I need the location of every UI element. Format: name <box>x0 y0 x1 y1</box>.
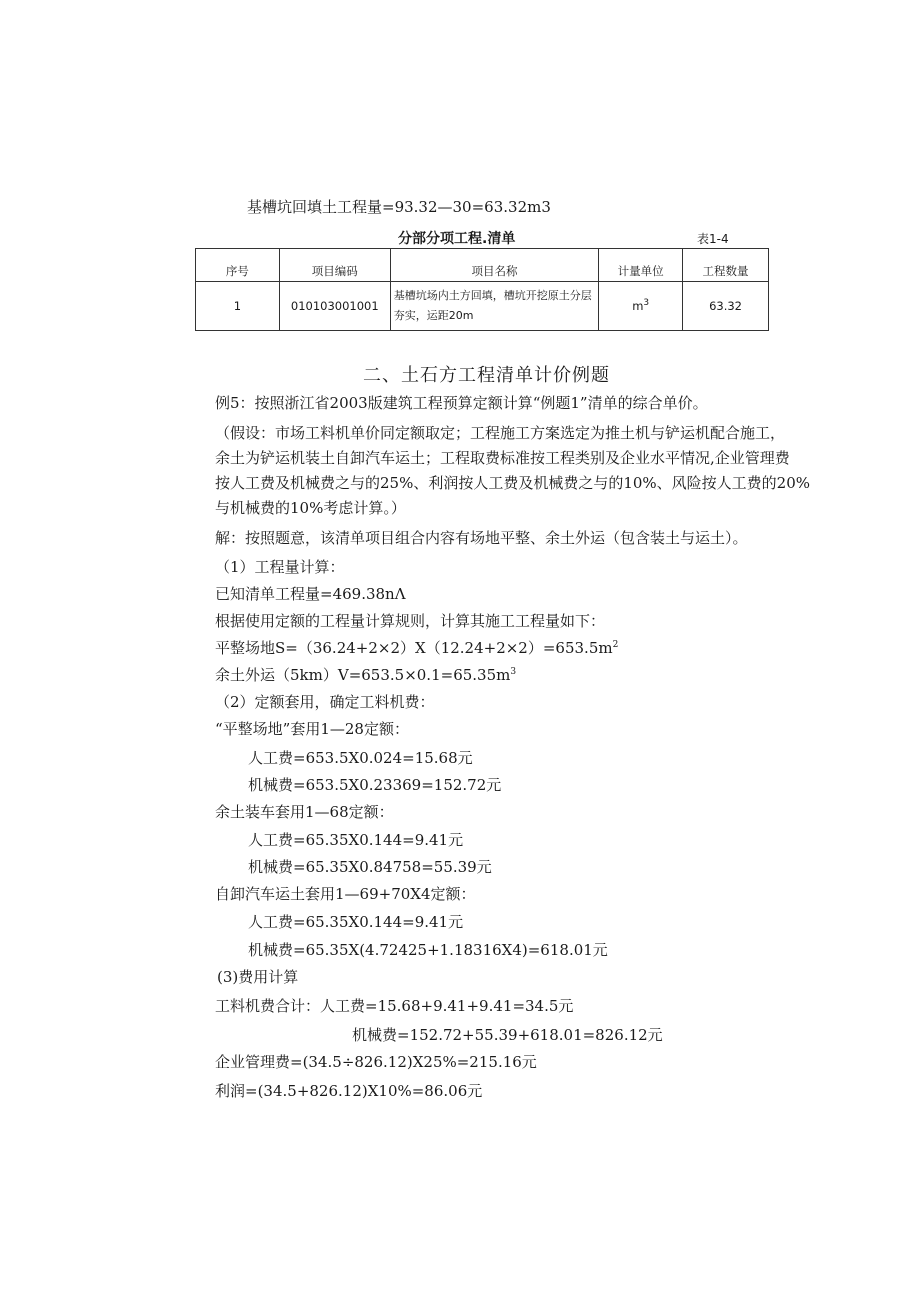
assumption-line-2: 余土为铲运机装土自卸汽车运土；工程取费标准按工程类别及企业水平情况,企业管理费 <box>215 449 790 467</box>
profit-line: 利润=(34.5+826.12)X10%=86.06元 <box>215 1082 483 1100</box>
quota-3-labor: 人工费=65.35X0.144=9.41元 <box>248 913 464 931</box>
example-line: 例5：按照浙江省2003版建筑工程预算定额计算“例题1”清单的综合单价。 <box>215 394 708 412</box>
surplus-haul-sup: 3 <box>510 667 517 677</box>
step-1-heading: （1）工程量计算： <box>215 558 345 576</box>
surplus-haul-line <box>215 665 516 685</box>
header-seq: 序号 <box>196 249 280 282</box>
cell-name: 基槽坑场内土方回填，槽坑开挖原土分层夯实，运距20m <box>390 282 599 331</box>
cell-qty: 63.32 <box>683 282 769 331</box>
calc-rule-line: 根据使用定额的工程量计算规则，计算其施工工程量如下： <box>215 612 606 630</box>
header-unit: 计量单位 <box>599 249 683 282</box>
quota-3-title: 自卸汽车运土套用1—69+70X4定额： <box>215 885 476 903</box>
unit-base: m <box>632 299 644 313</box>
assumption-line-3: 按人工费及机械费之与的25%、利润按人工费及机械费之与的10%、风险按人工费的20% <box>215 474 811 492</box>
known-quantity-line: 已知清单工程量=469.38nΛ <box>215 585 406 603</box>
header-qty: 工程数量 <box>683 249 769 282</box>
step-2-heading: （2）定额套用，确定工料机费： <box>215 693 435 711</box>
cell-code: 010103001001 <box>279 282 390 331</box>
site-leveling-text: 平整场地S=（36.24+2×2）X（12.24+2×2）=653.5m <box>215 639 613 657</box>
intro-line: 基槽坑回填土工程量=93.32—30=63.32m3 <box>247 198 551 216</box>
solution-line: 解：按照题意，该清单项目组合内容有场地平整、余土外运（包含装土与运土）。 <box>215 529 748 547</box>
surplus-haul-text: 余土外运（5km）V=653.5×0.1=65.35m <box>215 666 511 684</box>
bill-table <box>195 248 769 331</box>
assumption-line-1: （假设：市场工料机单价同定额取定；工程施工方案选定为推土机与铲运机配合施工， <box>215 424 786 442</box>
section-title: 二、土石方工程清单计价例题 <box>363 365 610 386</box>
site-leveling-line <box>215 638 618 658</box>
step-3-heading: (3)费用计算 <box>217 968 299 986</box>
quota-1-title: “平整场地”套用1—28定额： <box>215 720 409 738</box>
management-fee-line: 企业管理费=(34.5÷826.12)X25%=215.16元 <box>215 1053 537 1071</box>
header-name: 项目名称 <box>390 249 599 282</box>
assumption-line-4: 与机械费的10%考虑计算。） <box>215 499 406 517</box>
quota-2-title: 余土装车套用1—68定额： <box>215 803 394 821</box>
cell-unit <box>599 282 683 331</box>
quota-1-labor: 人工费=653.5X0.024=15.68元 <box>248 749 473 767</box>
quota-2-labor: 人工费=65.35X0.144=9.41元 <box>248 831 464 849</box>
table-row <box>196 282 769 331</box>
table-header-row <box>196 249 769 282</box>
table-title: 分部分项工程.清单 <box>398 231 516 247</box>
cell-seq: 1 <box>196 282 280 331</box>
header-code: 项目编码 <box>279 249 390 282</box>
total-labor-line: 工料机费合计：人工费=15.68+9.41+9.41=34.5元 <box>215 997 574 1015</box>
unit-sup: 3 <box>643 298 650 309</box>
total-machine-line: 机械费=152.72+55.39+618.01=826.12元 <box>352 1026 663 1044</box>
table-number: 表1-4 <box>697 232 729 246</box>
quota-2-machine: 机械费=65.35X0.84758=55.39元 <box>248 858 492 876</box>
quota-1-machine: 机械费=653.5X0.23369=152.72元 <box>248 776 502 794</box>
quota-3-machine: 机械费=65.35X(4.72425+1.18316X4)=618.01元 <box>248 941 608 959</box>
site-leveling-sup: 2 <box>612 640 619 650</box>
